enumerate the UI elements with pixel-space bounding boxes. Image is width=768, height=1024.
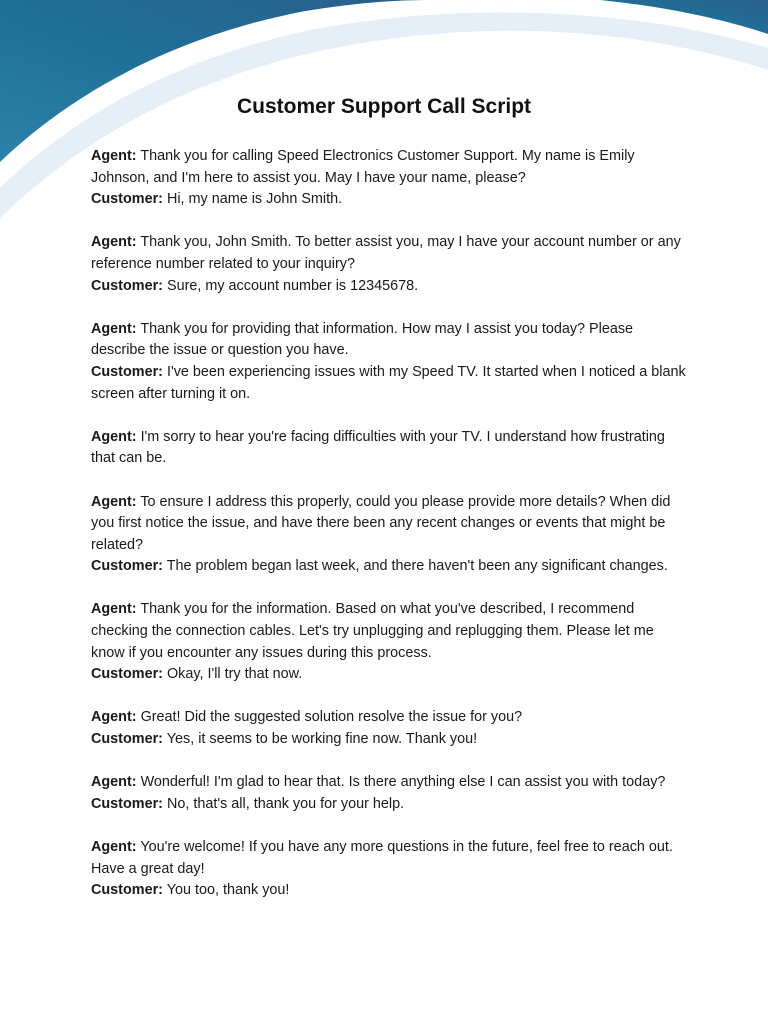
dialogue-text: To ensure I address this properly, could you please provide more details? When did you first notice the issue, and have there been any recent changes or events that might be related?: [91, 493, 671, 553]
dialogue-exchange: [91, 772, 691, 815]
speaker-label: Agent:: [91, 320, 137, 337]
speaker-label: Agent:: [91, 709, 137, 726]
dialogue-line: [91, 146, 691, 189]
dialogue-exchange: [91, 492, 691, 578]
dialogue-line: [91, 794, 691, 816]
dialogue-line: [91, 319, 691, 362]
dialogue-text: Thank you, John Smith. To better assist you, may I have your account number or any reference number related to your inquiry?: [91, 234, 681, 272]
dialogue-line: [91, 707, 691, 729]
dialogue-line: [91, 362, 691, 405]
speaker-label: Customer:: [91, 795, 163, 812]
dialogue-line: [91, 729, 691, 751]
dialogue-text: Wonderful! I'm glad to hear that. Is there anything else I can assist you with today?: [140, 774, 666, 791]
dialogue-text: Hi, my name is John Smith.: [166, 191, 343, 208]
dialogue-text: Thank you for the information. Based on what you've described, I recommend checking the connection cables. Let's try unplugging and replugging them. Please let me know if you encounter any issues during this process.: [91, 601, 654, 661]
page-title: Customer Support Call Script: [236, 95, 532, 118]
dialogue-text: Yes, it seems to be working fine now. Thank you!: [166, 731, 478, 748]
dialogue-text: Great! Did the suggested solution resolve the issue for you?: [140, 709, 523, 726]
dialogue-exchange: [91, 319, 691, 405]
speaker-label: Agent:: [91, 839, 137, 855]
dialogue-text: You too, thank you!: [166, 882, 290, 899]
dialogue-text: Thank you for providing that information. How may I assist you today? Please describe the issue or question you have.: [91, 320, 634, 359]
dialogue-line: [91, 664, 691, 686]
speaker-label: Customer:: [91, 363, 163, 380]
dialogue-text: Thank you for calling Speed Electronics Customer Support. My name is Emily Johnson, and I'm here to assist you. May I have your name, please?: [91, 148, 635, 186]
dialogue-text: No, that's all, thank you for your help.: [166, 795, 405, 812]
speaker-label: Agent:: [91, 428, 137, 445]
dialogue-line: [91, 837, 691, 880]
dialogue-line: [91, 880, 691, 902]
speaker-label: Customer:: [91, 666, 163, 683]
dialogue-exchange: [91, 232, 691, 297]
dialogue-text: You're welcome! If you have any more questions in the future, feel free to reach out. Have a great day!: [91, 839, 673, 877]
speaker-label: Customer:: [91, 277, 163, 294]
dialogue-exchange: [91, 146, 691, 211]
dialogue-exchange: [91, 707, 691, 750]
dialogue-exchange: [91, 599, 691, 685]
call-script-body: [91, 146, 691, 923]
dialogue-text: Sure, my account number is 12345678.: [166, 277, 419, 294]
dialogue-text: I'm sorry to hear you're facing difficulties with your TV. I understand how frustrating that can be.: [91, 428, 665, 467]
dialogue-line: [91, 276, 691, 298]
speaker-label: Customer:: [91, 191, 163, 208]
dialogue-text: I've been experiencing issues with my Speed TV. It started when I noticed a blank screen after turning it on.: [91, 363, 686, 402]
dialogue-line: [91, 772, 691, 794]
dialogue-exchange: [91, 427, 691, 470]
speaker-label: Agent:: [91, 774, 137, 791]
speaker-label: Customer:: [91, 558, 163, 575]
dialogue-line: [91, 556, 691, 578]
dialogue-text: Okay, I'll try that now.: [166, 666, 303, 683]
speaker-label: Agent:: [91, 148, 137, 164]
speaker-label: Customer:: [91, 882, 163, 899]
dialogue-line: [91, 599, 691, 664]
dialogue-line: [91, 492, 691, 557]
speaker-label: Customer:: [91, 731, 163, 748]
dialogue-line: [91, 232, 691, 275]
speaker-label: Agent:: [91, 601, 137, 618]
speaker-label: Agent:: [91, 234, 137, 251]
dialogue-line: [91, 427, 691, 470]
dialogue-line: [91, 189, 691, 211]
dialogue-exchange: [91, 837, 691, 902]
speaker-label: Agent:: [91, 493, 137, 510]
dialogue-text: The problem began last week, and there haven't been any significant changes.: [166, 558, 668, 575]
